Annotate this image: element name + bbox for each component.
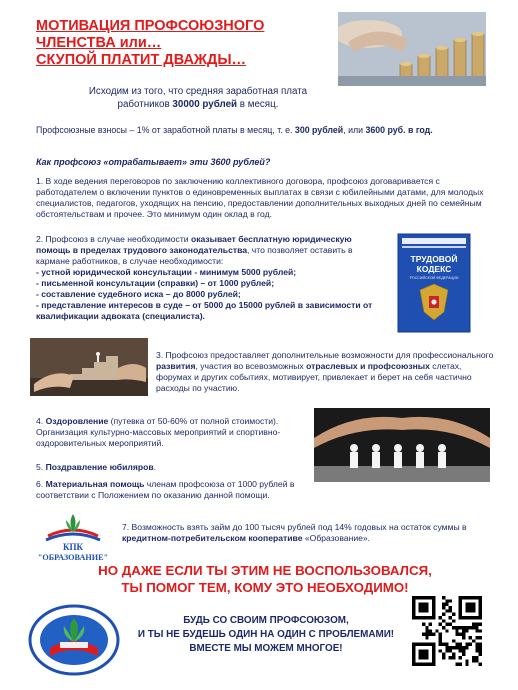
benefit-5-bold: Поздравление юбиляров: [45, 462, 154, 472]
benefit-2-bold: оказывает бесплатную юридическую помощь в пределах трудового законодательства: [36, 234, 352, 255]
kpk-name: "ОБРАЗОВАНИЕ": [37, 553, 109, 562]
title-line: СКУПОЙ ПЛАТИТ ДВАЖДЫ…: [36, 52, 247, 69]
labor-code-book: [396, 232, 472, 334]
benefit-2-item: - письменной консультации (справки) – от 1000 рублей;: [36, 278, 275, 288]
benefit-5-rest: .: [153, 462, 157, 472]
slogan: [30, 563, 500, 596]
benefit-2-item: - представление интересов в суде – от 5000 до 15000 рублей в зависимости от квалификации адвоката (специалиста).: [36, 300, 373, 321]
closing-line: БУДЬ СО СВОИМ ПРОФСОЮЗОМ,: [183, 615, 349, 626]
average-salary: 30000 рублей: [172, 98, 238, 110]
benefit-4-text: [36, 416, 308, 449]
hands-stairs-photo: [30, 338, 148, 396]
benefit-2-rest: , что позволяет оставить в кармане работников, в случае необходимости:: [36, 245, 353, 266]
fees-text: [36, 125, 496, 136]
qr-code[interactable]: [412, 596, 482, 666]
intro-text: [88, 86, 308, 111]
fees-monthly: 300 рублей: [294, 125, 344, 135]
benefit-7-bold: кредитном-потребительском кооперативе: [122, 533, 303, 543]
benefit-4-rest: (путевка от 50-60% от полной стоимости). Организация культурно-массовых мероприятий и спортивно-оздоровительных мероприятий.: [36, 416, 281, 448]
fees-mid: , или: [343, 125, 366, 135]
benefit-6-text: [36, 479, 346, 501]
benefit-6-num: 6.: [36, 479, 46, 489]
intro-lead: Исходим из того, что средняя заработная плата работников: [88, 86, 308, 110]
fees-lead: Профсоюзные взносы – 1% от заработной платы в месяц, т. е.: [36, 125, 295, 135]
intro-suffix: в месяц.: [237, 98, 279, 110]
fees-yearly: 3600 руб. в год.: [365, 125, 433, 135]
benefit-5-text: [36, 462, 156, 473]
benefit-7-text: [122, 522, 498, 544]
kpk-logo: [28, 510, 118, 562]
benefit-3-bold-2: отраслевых и профсоюзных: [306, 361, 430, 371]
benefit-4-bold: Оздоровление: [45, 416, 109, 426]
benefit-5-num: 5.: [36, 462, 46, 472]
benefit-3-lead: 3. Профсоюз предоставляет дополнительные возможности для профессионального: [156, 350, 494, 360]
benefit-2-lead: 2. Профсоюз в случае необходимости: [36, 234, 191, 244]
closing-line: ВМЕСТЕ МЫ МОЖЕМ МНОГОЕ!: [189, 643, 343, 655]
slogan-line: ТЫ ПОМОГ ТЕМ, КОМУ ЭТО НЕОБХОДИМО!: [121, 579, 409, 595]
kpk-abbr: КПК: [62, 542, 84, 552]
book-title-2: КОДЕКС: [416, 264, 452, 274]
benefit-7-lead: 7. Возможность взять займ до 100 тысяч рублей под 14% годовых на остаток суммы в: [122, 522, 467, 532]
union-logo: [28, 604, 120, 676]
benefit-6-rest: членам профсоюза от 1000 рублей в соответствии с Положением по оказанию данной помощи.: [36, 479, 295, 500]
title-line: ЧЛЕНСТВА или…: [36, 35, 162, 52]
benefit-2-item: - устной юридической консультации - минимум 5000 рублей;: [36, 267, 297, 277]
benefit-7-rest: «Образование».: [302, 533, 371, 543]
benefit-3-mid: , участия во всевозможных: [195, 361, 307, 371]
page-title: [36, 18, 326, 69]
book-subtitle: РОССИЙСКОЙ ФЕДЕРАЦИИ: [409, 276, 459, 280]
coins-photo: [338, 12, 486, 86]
benefit-6-bold: Материальная помощь: [45, 479, 145, 489]
closing-text: [128, 614, 404, 656]
closing-line: И ТЫ НЕ БУДЕШЬ ОДИН НА ОДИН С ПРОБЛЕМАМИ!: [137, 629, 395, 641]
title-line: МОТИВАЦИЯ ПРОФСОЮЗНОГО: [36, 18, 265, 34]
benefit-3-bold-1: развития: [156, 361, 196, 371]
benefit-2-text: [36, 234, 388, 322]
benefit-4-num: 4.: [36, 416, 46, 426]
book-title-1: ТРУДОВОЙ: [410, 254, 458, 264]
section-question: Как профсоюз «отрабатывает» эти 3600 рублей?: [36, 157, 271, 167]
benefit-1-text: 1. В ходе ведения переговоров по заключению коллективного договора, профсоюз договаривается с работодателем о включении пунктов о единовременных выплатах в связи с юбилейными датами, для молодых специалистов, педагогов, уходящих на пенсию, предоставлении дополнительных выходных дней по семейным обстоятельствам и прочее. Это минимум один оклад в год.: [36, 176, 484, 219]
slogan-line: НО ДАЖЕ ЕСЛИ ТЫ ЭТИМ НЕ ВОСПОЛЬЗОВАЛСЯ,: [98, 563, 432, 578]
benefit-3-rest: слетах, форумах и других событиях, мотивирует, привлекает и берет на себя частично расходы по участию.: [156, 361, 472, 393]
benefit-3-text: [156, 350, 496, 394]
benefit-2-item: - составление судебного иска – до 8000 рублей;: [36, 289, 241, 299]
paper-people-photo: [314, 408, 490, 482]
